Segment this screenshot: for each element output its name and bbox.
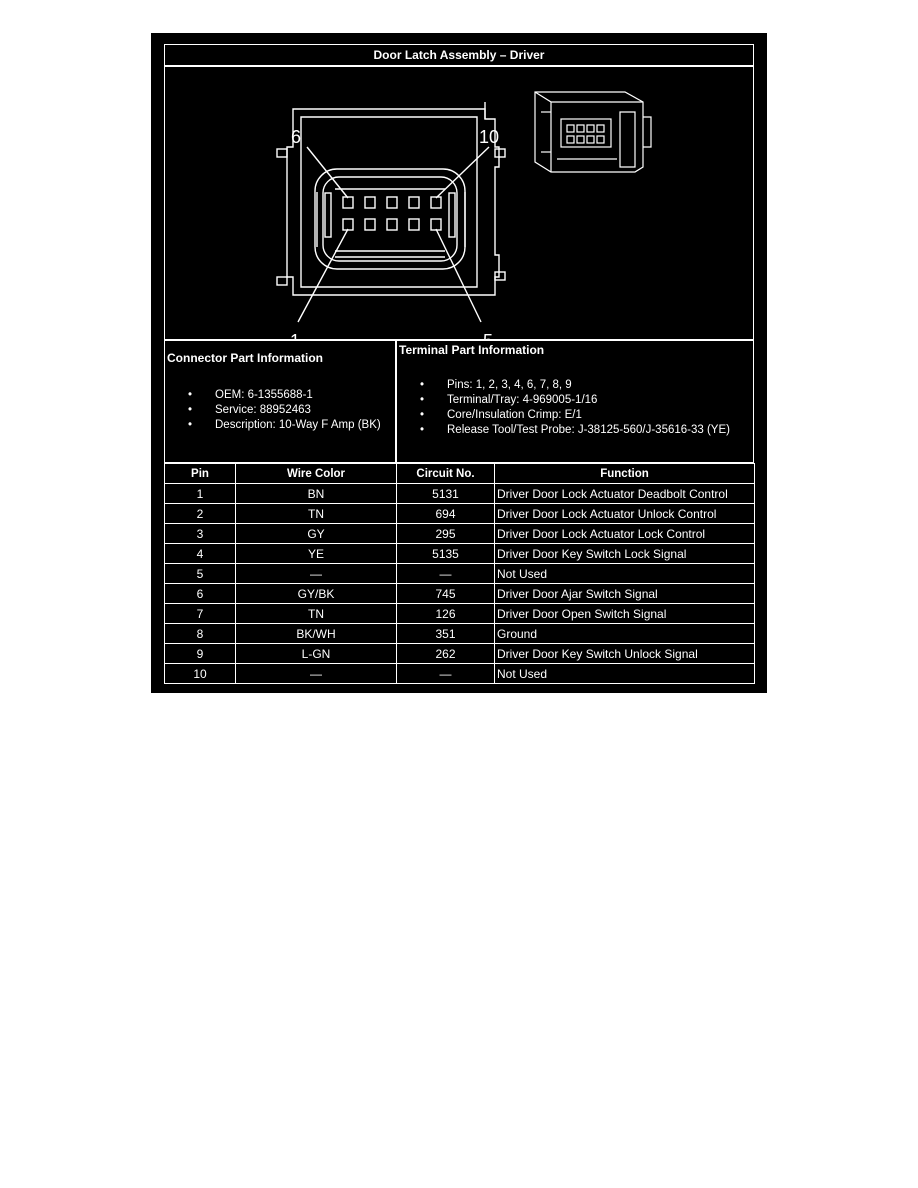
table-row xyxy=(165,564,755,584)
pin-cavity-2 xyxy=(365,219,375,230)
terminal-info-heading: Terminal Part Information xyxy=(399,343,545,357)
list-item: • Description: 10-Way F Amp (BK) xyxy=(188,419,381,431)
pin-cavity-3 xyxy=(387,219,397,230)
cell-function: Driver Door Lock Actuator Unlock Control xyxy=(495,504,755,524)
pin-cavities xyxy=(343,197,441,230)
mounting-tab-left-top xyxy=(277,149,287,157)
header-wire-color: Wire Color xyxy=(236,464,397,484)
pin-cavity-9 xyxy=(409,197,419,208)
terminal-info-list xyxy=(397,378,730,438)
cell-function: Driver Door Open Switch Signal xyxy=(495,604,755,624)
bullet-icon: • xyxy=(188,404,193,416)
table-row xyxy=(165,544,755,564)
leader-line-6 xyxy=(307,147,348,198)
callout-6: 6 xyxy=(291,127,302,147)
list-item: • Terminal/Tray: 4-969005-1/16 xyxy=(420,394,598,406)
cell-function: Driver Door Key Switch Unlock Signal xyxy=(495,644,755,664)
table-header-row xyxy=(165,464,755,484)
connector-body-outline xyxy=(287,109,499,295)
table-row xyxy=(165,504,755,524)
bullet-icon: • xyxy=(420,394,425,406)
cell-circuit: 351 xyxy=(397,624,495,644)
connector-sheet xyxy=(151,33,767,693)
callout-10: 10 xyxy=(479,127,500,147)
cell-pin: 4 xyxy=(165,544,236,564)
cell-function: Driver Door Key Switch Lock Signal xyxy=(495,544,755,564)
header-function: Function xyxy=(495,464,755,484)
connector-info-list xyxy=(165,388,381,433)
cell-function: Not Used xyxy=(495,564,755,584)
cell-pin: 3 xyxy=(165,524,236,544)
bullet-icon: • xyxy=(420,424,425,436)
cell-wire-color: BN xyxy=(236,484,397,504)
page-title: Door Latch Assembly – Driver xyxy=(164,44,754,66)
callout-5 xyxy=(483,331,493,339)
header-pin: Pin xyxy=(165,464,236,484)
cell-wire-color: L-GN xyxy=(236,644,397,664)
latch-slot-left xyxy=(325,193,331,237)
pin-cavity-6 xyxy=(343,197,353,208)
cell-wire-color: BK/WH xyxy=(236,624,397,644)
cell-pin: 2 xyxy=(165,504,236,524)
cell-circuit: 126 xyxy=(397,604,495,624)
table-row xyxy=(165,624,755,644)
list-item: • Pins: 1, 2, 3, 4, 6, 7, 8, 9 xyxy=(420,379,572,391)
pin-cavity-1 xyxy=(343,219,353,230)
cell-wire-color: TN xyxy=(236,604,397,624)
cell-pin: 7 xyxy=(165,604,236,624)
mounting-tab-right-top xyxy=(495,149,505,157)
latch-slot-right xyxy=(449,193,455,237)
leader-line-10 xyxy=(436,147,489,198)
mounting-tab-right-bottom xyxy=(495,272,505,280)
pin-cavity-8 xyxy=(387,197,397,208)
list-item: • Release Tool/Test Probe: J-38125-560/J-35616-33 (YE) xyxy=(420,424,730,436)
cell-wire-color: — xyxy=(236,664,397,684)
cell-circuit: 295 xyxy=(397,524,495,544)
terminal-part-info xyxy=(396,340,754,463)
cell-pin: 9 xyxy=(165,644,236,664)
cell-circuit: 5131 xyxy=(397,484,495,504)
cell-pin: 10 xyxy=(165,664,236,684)
connector-part-info xyxy=(164,340,396,463)
cell-wire-color: TN xyxy=(236,504,397,524)
header-circuit-no: Circuit No. xyxy=(397,464,495,484)
pin-cavity-4 xyxy=(409,219,419,230)
leader-line-5 xyxy=(436,229,481,322)
bullet-icon: • xyxy=(188,389,193,401)
table-row xyxy=(165,644,755,664)
table-row xyxy=(165,664,755,684)
list-item: • Core/Insulation Crimp: E/1 xyxy=(420,409,582,421)
cell-wire-color: GY xyxy=(236,524,397,544)
cell-pin: 1 xyxy=(165,484,236,504)
connector-info-heading: Connector Part Information xyxy=(167,351,324,365)
cell-pin: 8 xyxy=(165,624,236,644)
table-row xyxy=(165,584,755,604)
cell-function: Ground xyxy=(495,624,755,644)
cell-function: Driver Door Lock Actuator Deadbolt Control xyxy=(495,484,755,504)
table-row xyxy=(165,604,755,624)
connector-face-drawing xyxy=(165,67,753,339)
cell-function: Not Used xyxy=(495,664,755,684)
pinout-table xyxy=(164,463,755,684)
mounting-tab-left-bottom xyxy=(277,277,287,285)
pin-cavity-5 xyxy=(431,219,441,230)
bullet-icon: • xyxy=(420,379,425,391)
cell-circuit: 5135 xyxy=(397,544,495,564)
cell-circuit: 262 xyxy=(397,644,495,664)
cell-circuit: 745 xyxy=(397,584,495,604)
table-row xyxy=(165,524,755,544)
cell-function: Driver Door Ajar Switch Signal xyxy=(495,584,755,604)
list-item: • Service: 88952463 xyxy=(188,404,311,416)
callout-1 xyxy=(290,331,300,339)
cell-circuit: 694 xyxy=(397,504,495,524)
table-row xyxy=(165,484,755,504)
cell-circuit: — xyxy=(397,564,495,584)
bullet-icon: • xyxy=(188,419,193,431)
connector-diagram xyxy=(164,66,754,340)
cell-function: Driver Door Lock Actuator Lock Control xyxy=(495,524,755,544)
bullet-icon: • xyxy=(420,409,425,421)
cell-wire-color: GY/BK xyxy=(236,584,397,604)
connector-isometric-view xyxy=(535,92,651,172)
pin-cavity-10 xyxy=(431,197,441,208)
cell-pin: 5 xyxy=(165,564,236,584)
cell-circuit: — xyxy=(397,664,495,684)
list-item: • OEM: 6-1355688-1 xyxy=(188,389,313,401)
cell-wire-color: YE xyxy=(236,544,397,564)
pin-cavity-7 xyxy=(365,197,375,208)
cell-pin: 6 xyxy=(165,584,236,604)
cell-wire-color: — xyxy=(236,564,397,584)
